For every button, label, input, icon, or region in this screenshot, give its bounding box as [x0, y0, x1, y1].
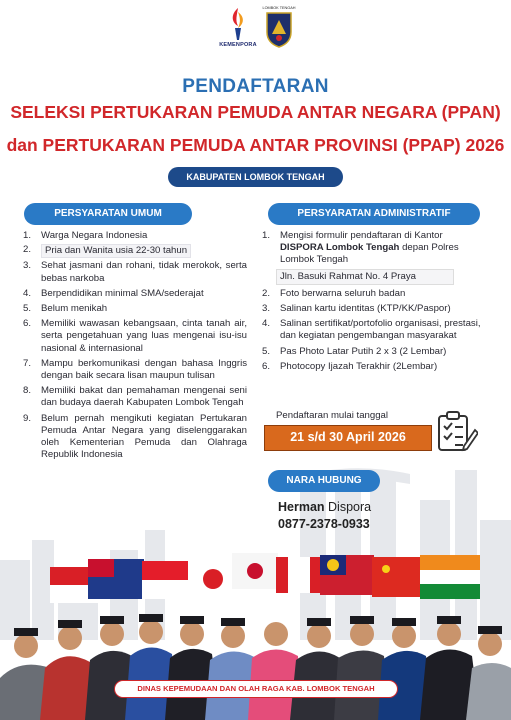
contact-phone: 0877-2378-0933 [278, 517, 370, 531]
administrative-requirements-heading: PERSYARATAN ADMINISTRATIF [268, 203, 480, 225]
kemenpora-logo [216, 6, 260, 56]
administrative-requirements-list [262, 230, 484, 373]
list-item: 1. Mengisi formulir pendaftaran di Kantor DISPORA Lombok Tengah depan Polres Lombok Tengah Jln. Basuki Rahmat No. 4 Praya [262, 230, 484, 285]
general-requirements-list [23, 230, 247, 461]
list-item: 2. Foto berwarna seluruh badan [262, 287, 406, 299]
contact-name: Herman Dispora [278, 500, 372, 514]
list-item: 3. Sehat jasmani dan rohani, tidak merokok, serta bebas narkoba [23, 260, 247, 284]
clipboard-checklist-icon [434, 410, 478, 454]
list-item: 6. Memiliki wawasan kebangsaan, cinta tanah air, serta pengetahuan yang luas mengenai isu-isu nasional & internasional [23, 318, 247, 354]
footer-organizer-banner: DINAS KEPEMUDAAN DAN OLAH RAGA KAB. LOMBOK TENGAH [114, 680, 398, 698]
title-ppan: SELEKSI PERTUKARAN PEMUDA ANTAR NEGARA (PPAN) [10, 102, 501, 122]
lombok-tengah-logo-caption: LOMBOK TENGAH [262, 6, 296, 10]
list-item: 6. Photocopy Ijazah Terakhir (2Lembar) [262, 360, 438, 372]
kemenpora-emblem-icon [227, 6, 249, 42]
registration-label: Pendaftaran mulai tanggal [276, 410, 389, 421]
list-item: 5. Belum menikah [23, 303, 108, 315]
title-registration: PENDAFTARAN [182, 76, 329, 97]
list-item: 4. Salinan sertifikat/portofolio organisasi, prestasi, dan kegiatan pengembangan masyarakat [262, 318, 481, 342]
lombok-tengah-crest-icon [265, 10, 293, 48]
list-item: 4. Berpendidikan minimal SMA/sederajat [23, 287, 204, 299]
youth-delegates-illustration [0, 598, 511, 720]
kemenpora-logo-caption: KEMENPORA [219, 42, 257, 48]
title-ppap: dan PERTUKARAN PEMUDA ANTAR PROVINSI (PPAP) 2026 [6, 135, 505, 155]
list-item: 8. Memiliki bakat dan pemahaman mengenai seni dan budaya daerah Kabupaten Lombok Tengah [23, 385, 247, 409]
list-item: 3. Salinan kartu identitas (KTP/KK/Paspor) [262, 303, 451, 315]
region-badge: KABUPATEN LOMBOK TENGAH [168, 167, 343, 187]
office-address: Jln. Basuki Rahmat No. 4 Praya [276, 269, 454, 285]
list-item: 2. Pria dan Wanita usia 22-30 tahun [23, 244, 247, 258]
list-item: 7. Mampu berkomunikasi dengan bahasa Inggris dengan baik secara lisan maupun tulisan [23, 357, 247, 382]
dispora-office-name: DISPORA Lombok Tengah [280, 242, 400, 254]
list-item: 9. Belum pernah mengikuti kegiatan Pertukaran Pemuda Antar Negara yang diselenggarakan oleh Kementerian Pemuda dan Olahraga Republik Indonesia [23, 412, 247, 461]
contact-person-heading: NARA HUBUNG [268, 470, 380, 492]
list-item: 1. Warga Negara Indonesia [23, 230, 148, 241]
registration-date-badge: 21 s/d 30 April 2026 [264, 425, 432, 451]
list-item: 5. Pas Photo Latar Putih 2 x 3 (2 Lembar) [262, 345, 447, 357]
lombok-tengah-logo [262, 6, 296, 56]
general-requirements-heading: PERSYARATAN UMUM [24, 203, 192, 225]
